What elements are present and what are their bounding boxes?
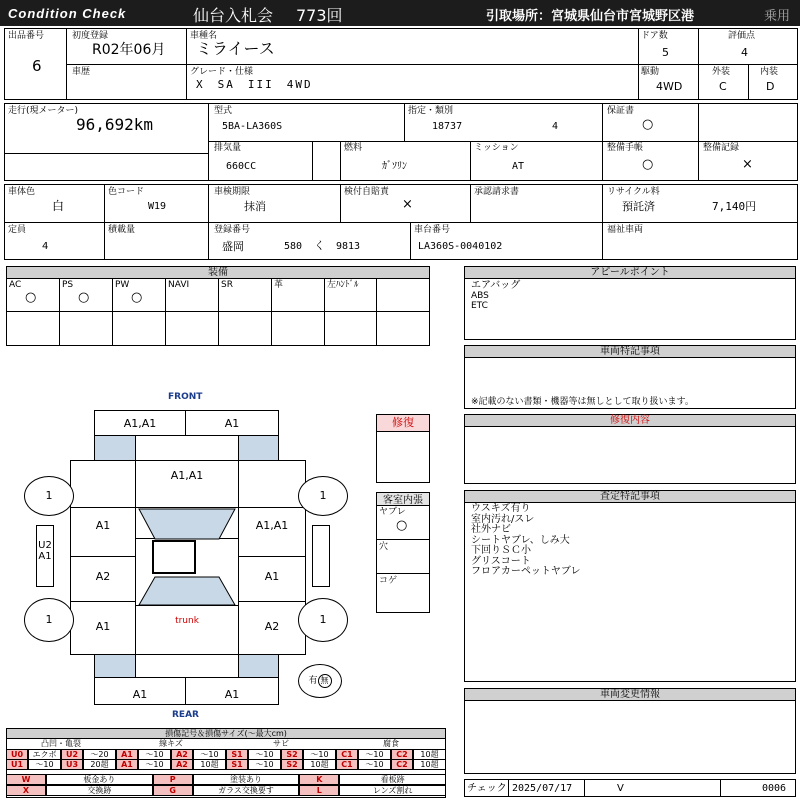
damage-code: A1 (264, 570, 280, 583)
left-mirror[interactable] (36, 525, 54, 587)
front-label: FRONT (168, 392, 203, 402)
legend-code: W (6, 774, 46, 785)
chassis-number: LA360S-0040102 (418, 241, 503, 252)
legend-text: 〜10 (248, 749, 281, 760)
changes-panel (464, 700, 796, 774)
legend-code: S2 (281, 759, 303, 770)
legend-text: 20超 (83, 759, 116, 770)
legend-code: A2 (171, 759, 193, 770)
legend-code: C2 (391, 749, 413, 760)
front-right-wheel[interactable] (298, 476, 348, 516)
damage-code: A2 (95, 570, 111, 583)
legend-code: A1 (116, 749, 138, 760)
damage-code: A1 (95, 620, 111, 633)
right-rear-door[interactable] (238, 556, 306, 602)
mileage: 96,692km (76, 115, 154, 134)
legend-code: U0 (6, 749, 28, 760)
capacity-label: 定員 (8, 225, 27, 235)
special-panel (464, 357, 796, 409)
legend-text: 10超 (193, 759, 226, 770)
equipment-value: ○ (25, 290, 37, 305)
rear-right-fender-bottom (238, 654, 279, 678)
appeal-line: ETC (471, 301, 488, 311)
spare-tire[interactable] (298, 664, 342, 698)
equipment-label: AC (9, 280, 22, 290)
legend-code: L (299, 785, 339, 796)
assessment-line: ウスキズ有り (471, 503, 531, 514)
repair-content-panel (464, 426, 796, 484)
car-diagram (20, 388, 360, 723)
appeal-line: ABS (471, 291, 489, 301)
rear-bumper-right[interactable] (185, 677, 279, 705)
exterior-grade: C (719, 80, 727, 93)
plate-label: 登録番号 (214, 225, 251, 235)
legend-code: P (153, 774, 193, 785)
legend-code: U2 (61, 749, 83, 760)
color-code-label: 色コード (108, 187, 145, 197)
legend-code: A2 (171, 749, 193, 760)
designation-label: 指定・類別 (408, 106, 454, 116)
front-right-fender-top (238, 435, 279, 461)
approval-label: 承認請求書 (474, 187, 520, 197)
rear-right-wheel[interactable] (298, 598, 348, 642)
legend-text: ガラス交換要す (193, 785, 300, 796)
legend-text: 〜10 (28, 759, 61, 770)
spare-yes-label: 有 (308, 676, 318, 686)
interior-label: コゲ (379, 576, 398, 586)
color-code: W19 (148, 201, 167, 212)
hood-panel[interactable] (135, 460, 239, 508)
equipment-label: 革 (274, 280, 284, 290)
legend-text: 〜10 (303, 749, 336, 760)
mirror-code: U2 (38, 540, 52, 551)
inspection: 抹消 (244, 200, 266, 213)
assessment-line: フロアカーペットヤブレ (471, 566, 581, 577)
record-label: 整備記録 (703, 143, 740, 153)
legend-code: S2 (281, 749, 303, 760)
special-header: 車両特記事項 (464, 345, 796, 358)
legend-text: 〜10 (138, 749, 171, 760)
left-front-door[interactable] (70, 507, 136, 557)
interior-header (376, 492, 430, 506)
category-number: 4 (552, 121, 559, 132)
legend-text: 10超 (303, 759, 336, 770)
wheel-code: 1 (319, 489, 327, 502)
front-right-bumper[interactable] (185, 410, 279, 436)
recycle-amount: 7,140円 (712, 200, 757, 213)
front-left-fender-top (94, 435, 136, 461)
legend-text: 板金あり (46, 774, 153, 785)
model-name: ミライース (196, 39, 275, 58)
auction-name: 仙台入札会 (193, 6, 274, 25)
damage-code: A2 (264, 620, 280, 633)
capacity: 4 (42, 241, 49, 252)
trunk-label: trunk (175, 616, 199, 626)
wheel-code: 1 (45, 489, 53, 502)
rear-left-fender-bottom (94, 654, 136, 678)
inspection-label: 車検期限 (214, 187, 251, 197)
legend-group: サビ (273, 739, 289, 748)
wheel-code: 1 (45, 613, 53, 626)
record: × (742, 157, 753, 172)
first-reg-label: 初度登録 (72, 31, 109, 41)
displacement: 660CC (226, 161, 257, 172)
damage-code: A1 (132, 688, 148, 701)
legend-code: U1 (6, 759, 28, 770)
damage-code: A1,A1 (255, 519, 289, 532)
rear-bumper-left[interactable] (94, 677, 186, 705)
history-label: 車歴 (72, 67, 91, 77)
grade-label: グレード・仕様 (190, 67, 254, 77)
reference-label: 検付自賠責 (344, 187, 390, 197)
plate-kana: く (314, 239, 325, 252)
damage-code: A1,A1 (170, 469, 204, 482)
legend-text: 塗装あり (193, 774, 300, 785)
equipment-label: PW (115, 280, 130, 290)
condition-check-label: Condition Check (8, 6, 127, 21)
trunk-panel[interactable] (135, 605, 239, 655)
legend-text: 看板跡 (339, 774, 446, 785)
check-mark: V (617, 783, 624, 794)
plate-number: 9813 (336, 241, 361, 252)
auction-number: 773回 (296, 6, 343, 25)
legend-code: C1 (336, 759, 358, 770)
legend-text: エクボ (28, 749, 61, 760)
interior-label: ヤブレ (379, 507, 406, 517)
legend-code: A1 (116, 759, 138, 770)
manual-label: 整備手帳 (607, 143, 644, 153)
legend-code: C2 (391, 759, 413, 770)
assessment-line: 下回りＳＣ小 (471, 545, 531, 556)
right-mirror[interactable] (312, 525, 330, 587)
spare-no-mark: 無 (318, 674, 332, 688)
body-color-label: 車体色 (8, 187, 36, 197)
equipment-header: 装備 (6, 266, 430, 279)
left-front-area (70, 460, 136, 508)
interior-title: 客室内張 (383, 495, 423, 506)
first-reg: R02年06月 (92, 42, 166, 58)
title-bar (0, 0, 800, 26)
legend-group: 線キズ (159, 739, 183, 748)
interior-value: ○ (396, 518, 408, 533)
equipment-label: 左ﾊﾝﾄﾞﾙ (327, 280, 359, 290)
reference: × (402, 197, 413, 212)
interior-grade: D (766, 80, 775, 93)
legend-text: 〜10 (358, 759, 391, 770)
front-left-bumper[interactable] (94, 410, 186, 436)
fuel: ｶﾞｿﾘﾝ (382, 161, 407, 172)
manual: ○ (642, 157, 654, 172)
welfare-label: 福祉車両 (607, 225, 644, 235)
legend-group: 腐食 (383, 739, 399, 748)
warranty-label: 保証書 (607, 106, 635, 116)
fuel-label: 燃料 (344, 143, 363, 153)
recycle-status: 預託済 (622, 200, 655, 213)
right-front-door[interactable] (238, 507, 306, 557)
equipment-label: SR (221, 280, 233, 290)
drive: 4WD (656, 80, 683, 93)
wheel-code: 1 (319, 613, 327, 626)
legend-title: 損傷記号＆損傷サイズ(〜最大cm) (6, 728, 446, 739)
repair-history-panel (376, 431, 430, 483)
legend-code: G (153, 785, 193, 796)
appeal-header: アピールポイント (464, 266, 796, 279)
recycle-label: リサイクル料 (607, 187, 660, 197)
damage-code: A1 (224, 417, 240, 430)
damage-code: A1 (224, 688, 240, 701)
interior-label: 内装 (760, 67, 779, 77)
right-front-area (238, 460, 306, 508)
plate-area: 盛岡 (222, 240, 244, 253)
legend-text: 〜10 (248, 759, 281, 770)
assessment-line: シートヤブレ、しみ大 (471, 534, 570, 546)
grade: X SA III 4WD (196, 78, 313, 91)
doors: 5 (662, 46, 669, 59)
legend-text: 交換跡 (46, 785, 153, 796)
legend-text: レンズ割れ (339, 785, 446, 796)
mileage-label: 走行(現メーター) (8, 106, 79, 116)
vehicle-type: 5BA-LA360S (222, 121, 283, 132)
legend-text: 10超 (413, 759, 446, 770)
lot-label: 出品番号 (8, 31, 45, 41)
legend-text: 〜10 (358, 749, 391, 760)
assessment-line: 室内汚れ/スレ (471, 513, 535, 525)
warranty: ○ (642, 117, 654, 132)
special-note: ※記載のない書類・機器等は無しとして取り扱います。 (471, 397, 694, 407)
body-color: 白 (52, 199, 65, 213)
legend-text: 〜10 (193, 749, 226, 760)
equipment-label: PS (62, 280, 74, 290)
assessment-panel (464, 502, 796, 682)
plate-class: 580 (284, 241, 303, 252)
check-date: 2025/07/17 (512, 783, 573, 794)
repair-content-header: 修復内容 (464, 414, 796, 427)
category-label: 乗用 (764, 9, 791, 24)
score-label: 評価点 (728, 31, 756, 41)
legend-code: S1 (226, 759, 248, 770)
model-label: 車種名 (190, 31, 218, 41)
load-label: 積載量 (108, 225, 136, 235)
drive-label: 駆動 (641, 67, 660, 77)
check-code: 0006 (762, 783, 787, 794)
rear-left-wheel[interactable] (24, 598, 74, 642)
interior-label: 穴 (379, 542, 389, 552)
right-rear-quarter[interactable] (238, 601, 306, 655)
damage-legend (6, 728, 446, 798)
mission-label: ミッション (474, 143, 519, 153)
legend-code: S1 (226, 749, 248, 760)
repair-history-title: 修復 (392, 416, 414, 429)
damage-code: A1,A1 (123, 417, 157, 430)
legend-code: U3 (61, 759, 83, 770)
mirror-code: A1 (38, 551, 52, 562)
legend-text: 10超 (413, 749, 446, 760)
legend-code: X (6, 785, 46, 796)
left-rear-door[interactable] (70, 556, 136, 602)
legend-code: C1 (336, 749, 358, 760)
assessment-line: 社外ナビ (471, 524, 511, 535)
appeal-line: エアバッグ (471, 280, 521, 291)
lot-number: 6 (32, 57, 42, 75)
designation: 18737 (432, 121, 463, 132)
type-label: 型式 (214, 106, 233, 116)
rear-label: REAR (172, 710, 199, 720)
legend-code: K (299, 774, 339, 785)
mission: AT (512, 161, 525, 172)
equipment-value: ○ (78, 290, 90, 305)
exterior-label: 外装 (712, 67, 731, 77)
front-left-wheel[interactable] (24, 476, 74, 516)
legend-text: 〜20 (83, 749, 116, 760)
equipment-value: ○ (131, 290, 143, 305)
assessment-header: 査定特記事項 (464, 490, 796, 503)
appeal-panel (464, 278, 796, 340)
left-rear-quarter[interactable] (70, 601, 136, 655)
damage-code: A1 (95, 519, 111, 532)
displacement-label: 排気量 (214, 143, 242, 153)
check-label: チェック (467, 783, 507, 794)
equipment-label: NAVI (168, 280, 190, 290)
chassis-label: 車台番号 (414, 225, 451, 235)
legend-text: 〜10 (138, 759, 171, 770)
pickup-location: 引取場所：宮城県仙台市宮城野区港 (486, 9, 695, 24)
score: 4 (741, 46, 748, 59)
cabin-glass (135, 507, 239, 607)
doors-label: ドア数 (641, 31, 668, 41)
assessment-line: グリスコート (471, 555, 531, 567)
changes-header: 車両変更情報 (464, 688, 796, 701)
repair-history-header (376, 414, 430, 432)
legend-group: 凸凹・亀裂 (41, 739, 81, 748)
